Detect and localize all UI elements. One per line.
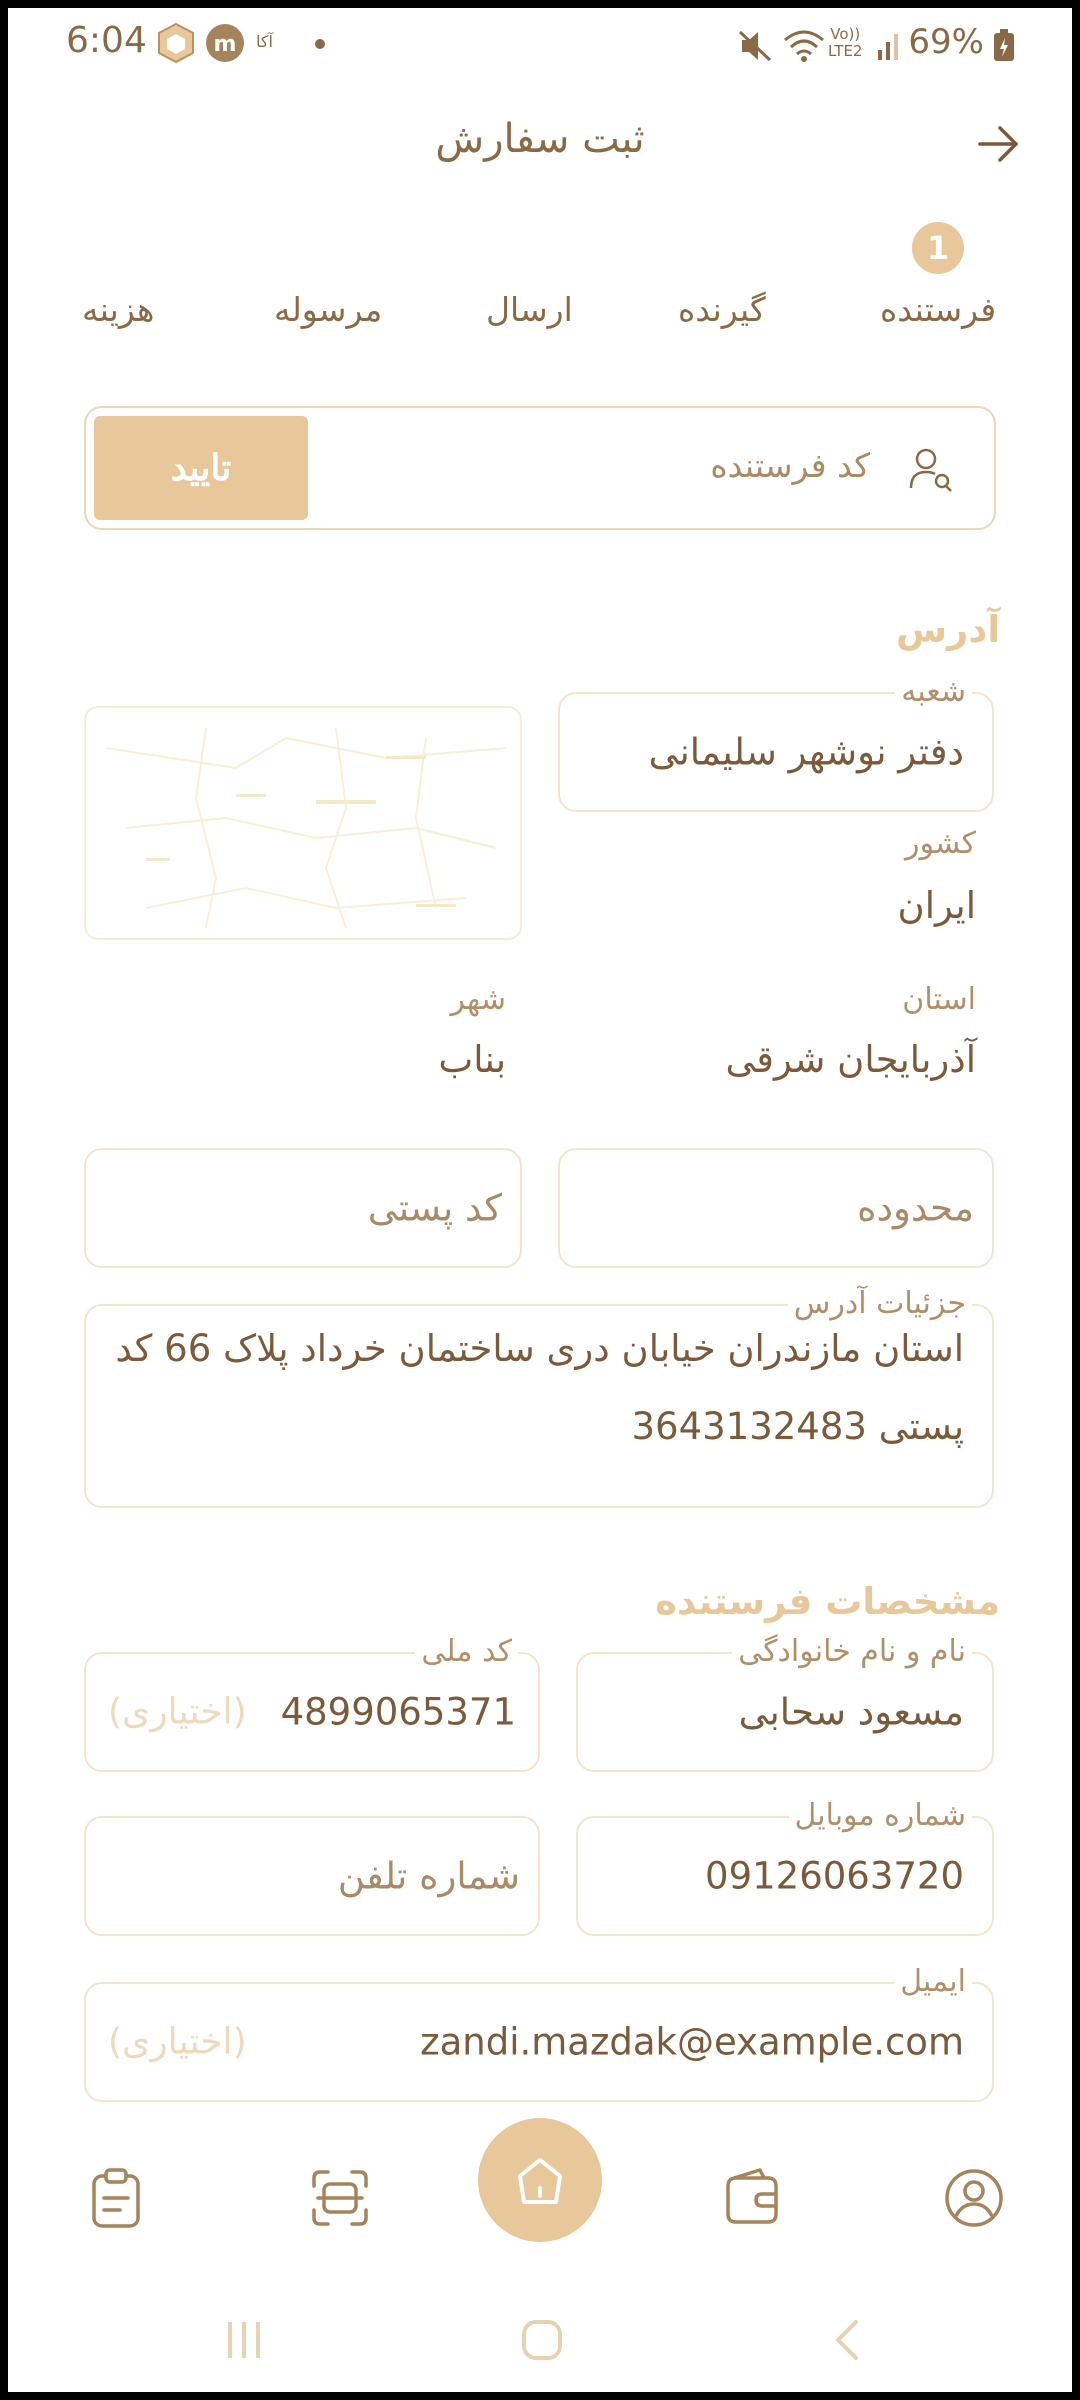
back-nav-icon[interactable] [826, 2318, 870, 2362]
back-arrow-icon[interactable] [976, 124, 1020, 164]
app-cube-icon [156, 22, 196, 64]
branch-label: شعبه [895, 674, 972, 709]
sender-code-input[interactable]: کد فرستنده [710, 446, 870, 485]
step-number-badge: 1 [912, 222, 964, 274]
confirm-button[interactable]: تایید [94, 416, 308, 520]
status-bar [8, 8, 1072, 80]
map-icon [86, 708, 522, 940]
recent-apps-icon[interactable] [222, 2318, 266, 2362]
email-optional: (اختیاری) [108, 2021, 247, 2063]
email-label: ایمیل [894, 1964, 972, 1999]
address-details-label: جزئیات آدرس [788, 1286, 972, 1321]
mobile-value: 09126063720 [705, 1854, 964, 1898]
province-value[interactable]: آذربایجان شرقی [725, 1038, 976, 1081]
area-placeholder: محدوده [857, 1186, 974, 1230]
volte-icon: Vo)) LTE2 [828, 25, 863, 60]
battery-percent: 69% [908, 22, 984, 62]
battery-icon [992, 28, 1016, 62]
sender-info-section-title: مشخصات فرستنده [655, 1580, 1000, 1623]
branch-field[interactable] [558, 674, 994, 812]
address-details-value: استان مازندران خیابان دری ساختمان خرداد پلاک 66 کد پستی 3643132483 [115, 1327, 964, 1448]
wifi-icon [782, 28, 826, 64]
country-value[interactable]: ایران [897, 884, 976, 927]
system-navigation-bar [8, 2298, 1072, 2388]
svg-text:m: m [213, 32, 237, 57]
step-sender[interactable]: فرستنده [880, 290, 997, 329]
branch-value: دفتر نوشهر سلیمانی [648, 730, 964, 774]
province-label: استان [902, 982, 976, 1017]
user-search-icon [908, 446, 954, 492]
bottom-navigation [8, 2118, 1072, 2258]
scan-icon[interactable] [308, 2166, 372, 2230]
page-title: ثبت سفارش [435, 116, 645, 162]
sender-code-row [84, 406, 996, 530]
map-thumbnail[interactable] [84, 706, 522, 940]
country-label: کشور [904, 826, 976, 861]
address-details-field[interactable] [84, 1286, 994, 1508]
postal-code-field[interactable] [84, 1148, 522, 1268]
phone-field[interactable] [84, 1816, 540, 1936]
home-button[interactable] [478, 2118, 602, 2242]
home-icon [478, 2118, 602, 2242]
mobile-label: شماره موبایل [789, 1798, 973, 1833]
status-time: 6:04 [66, 20, 147, 61]
mute-icon [736, 28, 774, 64]
area-field[interactable] [558, 1148, 994, 1268]
signal-icon [876, 32, 900, 62]
status-small-label: آکا [256, 32, 273, 51]
email-field[interactable] [84, 1964, 994, 2102]
wallet-icon[interactable] [720, 2166, 784, 2230]
app-screen [8, 8, 1072, 2392]
city-label: شهر [450, 982, 506, 1017]
national-code-value: 4899065371 [280, 1690, 516, 1734]
phone-placeholder: شماره تلفن [337, 1854, 520, 1898]
full-name-field[interactable] [576, 1634, 994, 1772]
email-value: zandi.mazdak@example.com [420, 2020, 964, 2064]
national-code-field[interactable] [84, 1634, 540, 1772]
step-cost[interactable]: هزینه [82, 290, 155, 329]
national-code-optional: (اختیاری) [108, 1691, 247, 1733]
profile-icon[interactable] [942, 2166, 1006, 2230]
step-parcel[interactable]: مرسوله [274, 290, 383, 329]
national-code-label: کد ملی [415, 1634, 518, 1669]
postal-code-placeholder: کد پستی [367, 1186, 502, 1230]
city-value[interactable]: بناب [438, 1038, 506, 1081]
full-name-label: نام و نام خانوادگی [732, 1634, 972, 1669]
mobile-field[interactable] [576, 1798, 994, 1936]
home-nav-icon[interactable] [520, 2318, 564, 2362]
full-name-value: مسعود سحابی [738, 1690, 964, 1734]
m-app-icon [204, 22, 246, 64]
step-shipping[interactable]: ارسال [486, 290, 573, 329]
address-section-title: آدرس [895, 608, 1000, 651]
step-receiver[interactable]: گیرنده [678, 290, 766, 329]
notification-dot-icon [314, 38, 326, 50]
clipboard-icon[interactable] [84, 2166, 148, 2230]
